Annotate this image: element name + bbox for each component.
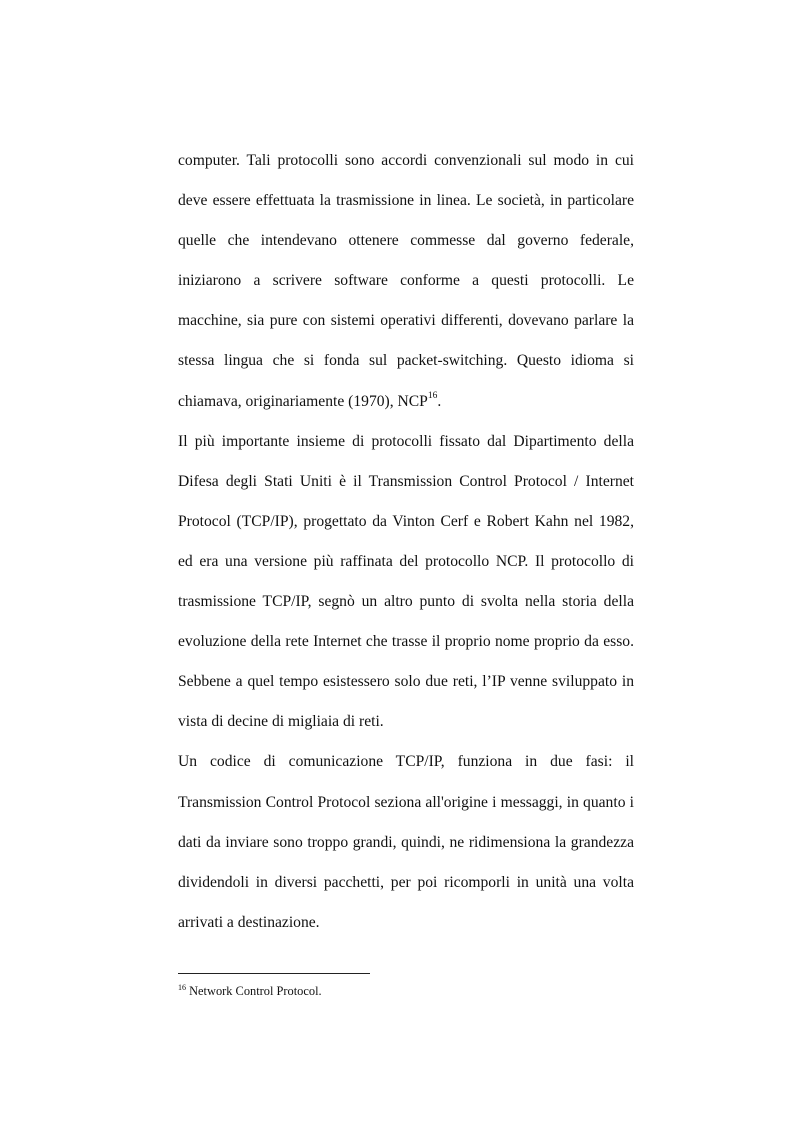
paragraph-ncp-tail: . (437, 392, 442, 410)
paragraph-communication-code: Un codice di comunicazione TCP/IP, funziona in due fasi: il Transmission Control Protocol seziona all'origine i messaggi, in quanto i dati da inviare sono troppo grandi, quindi, ne ridimensiona la grandezza dividendoli in diversi pacchetti, per poi ricomporli in unità una volta arrivati a destinazione. (178, 753, 634, 931)
paragraph-ncp-text: computer. Tali protocolli sono accordi convenzionali sul modo in cui deve essere effettuata la trasmissione in linea. Le società, in particolare quelle che intendevano ottenere commesse dal governo federale, iniziarono a scrivere software conforme a questi protocolli. Le macchine, sia pure con sistemi operativi differenti, dovevano parlare la stessa lingua che si fonda sul packet-switching. Questo idioma si chiamava, originariamente (1970), NCP (178, 152, 634, 410)
footnote (178, 983, 634, 1000)
footnote-text: Network Control Protocol. (189, 984, 322, 998)
footnote-number: 16 (178, 982, 186, 992)
footnote-reference: 16 (427, 391, 438, 402)
paragraph-ncp (178, 141, 634, 422)
body-text (178, 141, 634, 943)
footnote-separator (178, 973, 370, 974)
paragraph-tcpip: Il più importante insieme di protocolli fissato dal Dipartimento della Difesa degli Stati Uniti è il Transmission Control Protocol / Internet Protocol (TCP/IP), progettato da Vinton Cerf e Robert Kahn nel 1982, ed era una versione più raffinata del protocollo NCP. Il protocollo di trasmissione TCP/IP, segnò un altro punto di svolta nella storia della evoluzione della rete Internet che trasse il proprio nome proprio da esso. Sebbene a quel tempo esistessero solo due reti, l’IP venne sviluppato in vista di decine di migliaia di reti. (178, 432, 634, 731)
